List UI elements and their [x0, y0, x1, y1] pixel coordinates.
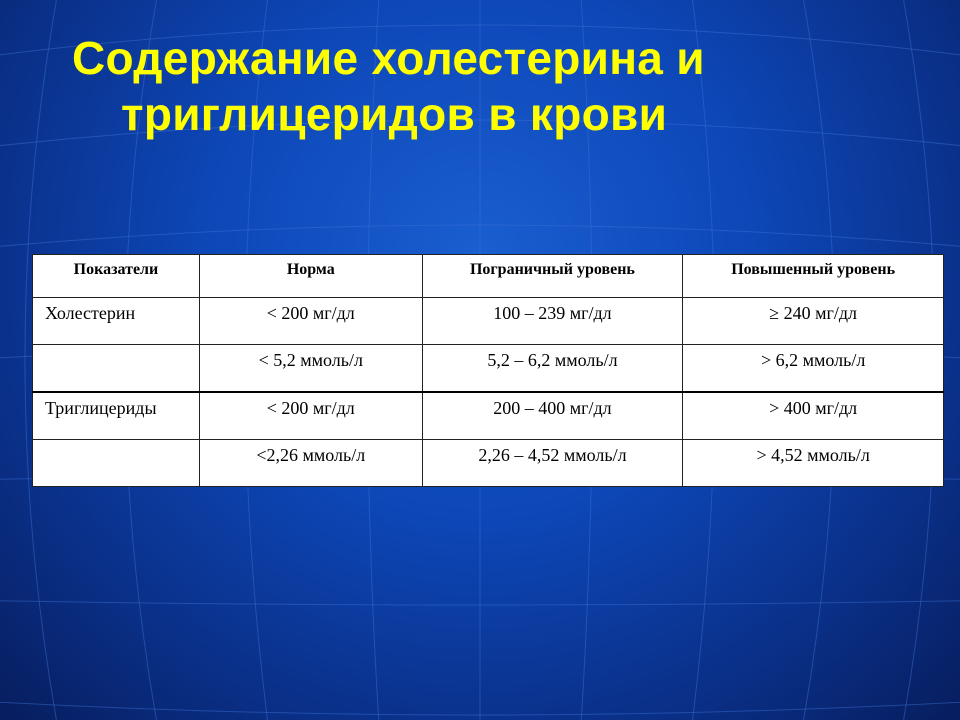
borderline-cell: 2,26 – 4,52 ммоль/л [422, 440, 683, 487]
table-header-row [33, 255, 944, 298]
norm-cell: < 200 мг/дл [199, 298, 422, 345]
norm-cell: <2,26 ммоль/л [199, 440, 422, 487]
elevated-cell: > 400 мг/дл [683, 392, 944, 440]
borderline-cell: 200 – 400 мг/дл [422, 392, 683, 440]
slide-title-line-2: триглицеридов в крови [121, 88, 668, 140]
borderline-cell: 5,2 – 6,2 ммоль/л [422, 345, 683, 393]
header-borderline: Пограничный уровень [422, 255, 683, 298]
table-row [33, 298, 944, 345]
indicator-cell [33, 345, 200, 393]
table-row [33, 345, 944, 393]
indicator-cell [33, 440, 200, 487]
table-row [33, 440, 944, 487]
elevated-cell: > 6,2 ммоль/л [683, 345, 944, 393]
header-indicators: Показатели [33, 255, 200, 298]
header-norm: Норма [199, 255, 422, 298]
header-elevated: Повышенный уровень [683, 255, 944, 298]
elevated-cell: > 4,52 ммоль/л [683, 440, 944, 487]
elevated-cell: ≥ 240 мг/дл [683, 298, 944, 345]
borderline-cell: 100 – 239 мг/дл [422, 298, 683, 345]
slide-title-line-1: Содержание холестерина и [72, 32, 705, 84]
norm-cell: < 5,2 ммоль/л [199, 345, 422, 393]
indicator-cell: Триглицериды [33, 392, 200, 440]
lipid-levels-table [32, 254, 944, 487]
norm-cell: < 200 мг/дл [199, 392, 422, 440]
table-row [33, 392, 944, 440]
slide-title [0, 30, 960, 142]
indicator-cell: Холестерин [33, 298, 200, 345]
